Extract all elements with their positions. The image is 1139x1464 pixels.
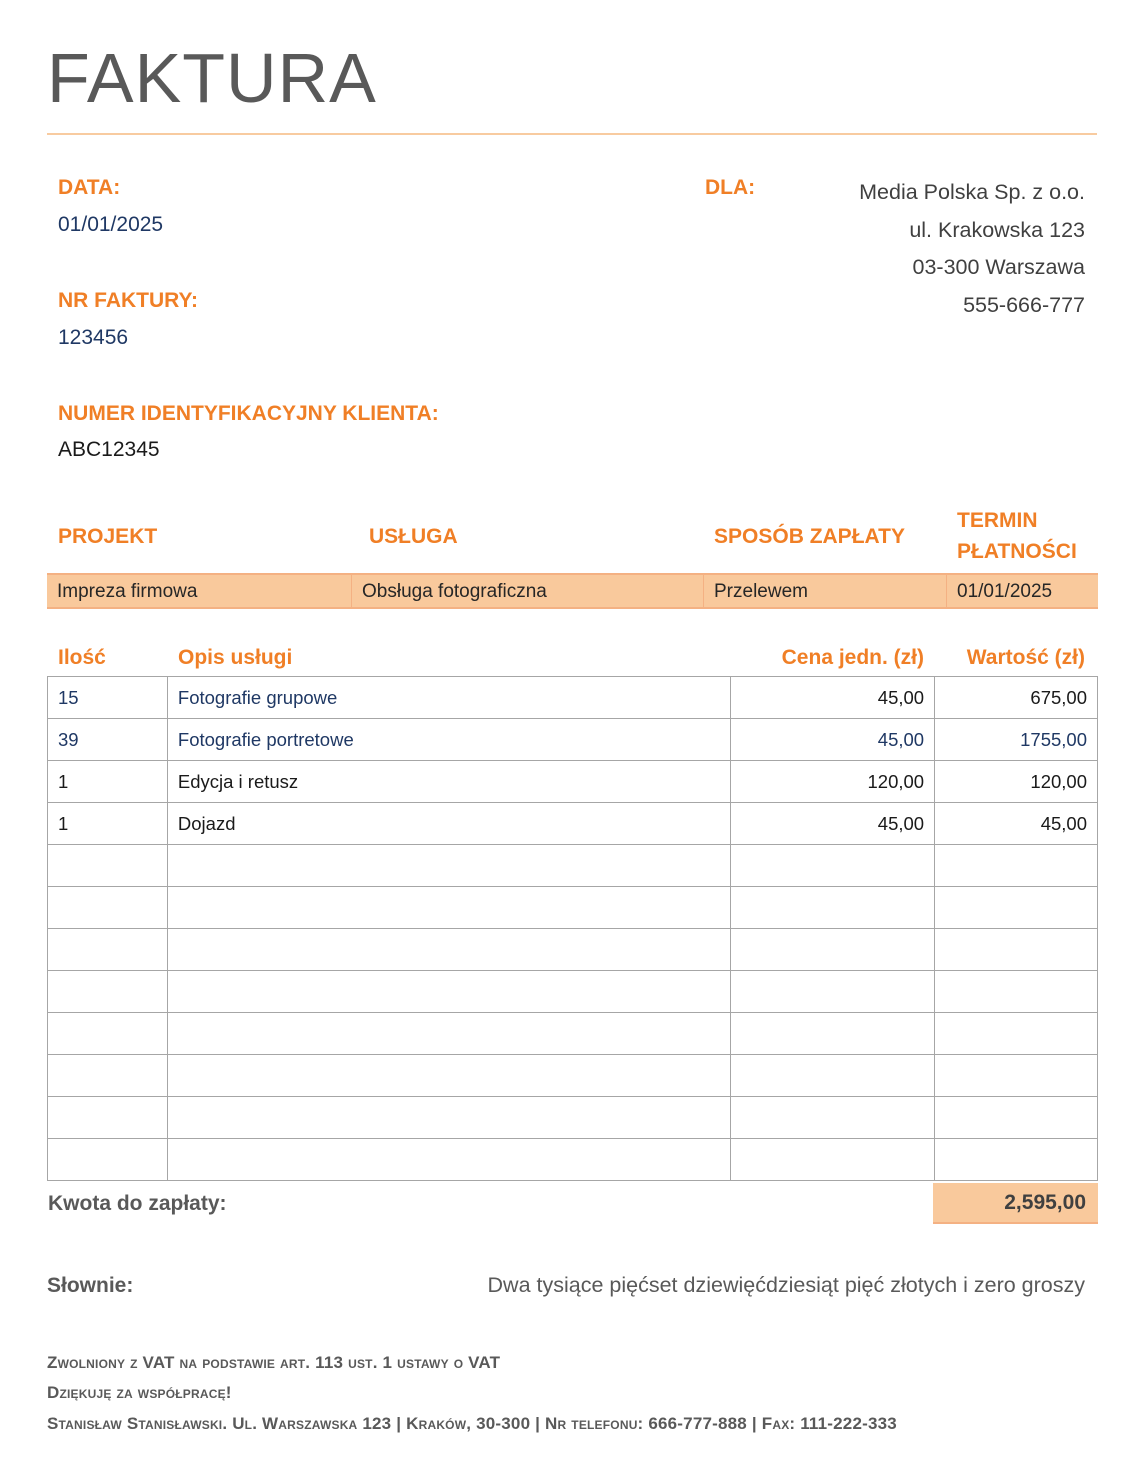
table-row	[48, 761, 1098, 803]
empty-cell	[48, 1013, 168, 1055]
qty-cell: 1	[48, 761, 168, 803]
date-label: DATA:	[58, 176, 121, 199]
value-cell: 1755,00	[935, 719, 1098, 761]
table-row-empty	[48, 1055, 1098, 1097]
empty-cell	[935, 1139, 1098, 1181]
total-amount: 2,595,00	[933, 1183, 1098, 1224]
empty-cell	[935, 845, 1098, 887]
unit-price-cell: 45,00	[731, 677, 935, 719]
vat-exemption-note: Zwolniony z VAT na podstawie art. 113 ust. 1 ustawy o VAT	[47, 1353, 501, 1372]
table-row-empty	[48, 1013, 1098, 1055]
empty-cell	[935, 1055, 1098, 1097]
empty-cell	[731, 1013, 935, 1055]
empty-cell	[48, 1097, 168, 1139]
client-city: 03-300 Warszawa	[912, 255, 1085, 279]
empty-cell	[935, 1097, 1098, 1139]
service-header: USŁUGA	[369, 525, 458, 548]
project-table-header	[47, 508, 1097, 572]
value-cell: 675,00	[935, 677, 1098, 719]
description-cell: Dojazd	[167, 803, 730, 845]
items-table-header	[47, 641, 1097, 675]
amount-in-words-value: Dwa tysiące pięćset dziewięćdziesiąt pięć złotych i zero groszy	[487, 1273, 1085, 1297]
amount-in-words-label: Słownie:	[47, 1274, 134, 1297]
table-row-empty	[48, 845, 1098, 887]
description-header: Opis usługi	[178, 646, 293, 669]
table-row-empty	[48, 1139, 1098, 1181]
unit-price-header: Cena jedn. (zł)	[781, 646, 924, 669]
empty-cell	[48, 971, 168, 1013]
title-divider	[47, 133, 1097, 135]
empty-cell	[731, 1139, 935, 1181]
client-street: ul. Krakowska 123	[909, 217, 1085, 242]
seller-contact-line: Stanisław Stanisławski. Ul. Warszawska 123 | Kraków, 30-300 | Nr telefonu: 666-777-888 | Fax: 111-222-333	[47, 1414, 897, 1433]
empty-cell	[731, 845, 935, 887]
empty-cell	[167, 887, 730, 929]
table-row-empty	[48, 971, 1098, 1013]
empty-cell	[935, 971, 1098, 1013]
unit-price-cell: 120,00	[731, 761, 935, 803]
due-date-cell: 01/01/2025	[946, 575, 1098, 607]
value-header: Wartość (zł)	[966, 646, 1085, 669]
empty-cell	[167, 1139, 730, 1181]
due-date-header-line1: TERMIN	[957, 509, 1038, 532]
empty-cell	[48, 887, 168, 929]
invoice-number-value: 123456	[58, 326, 129, 349]
empty-cell	[167, 1055, 730, 1097]
items-table	[47, 676, 1098, 1181]
empty-cell	[48, 1055, 168, 1097]
payment-method-cell: Przelewem	[703, 575, 946, 607]
empty-cell	[731, 1097, 935, 1139]
service-cell: Obsługa fotograficzna	[351, 575, 703, 607]
value-cell: 120,00	[935, 761, 1098, 803]
payment-method-header: SPOSÓB ZAPŁATY	[714, 525, 905, 548]
client-address-block	[859, 174, 1085, 324]
description-cell: Fotografie portretowe	[167, 719, 730, 761]
table-row-empty	[48, 887, 1098, 929]
empty-cell	[48, 929, 168, 971]
due-date-header	[957, 505, 1077, 567]
empty-cell	[731, 1055, 935, 1097]
thank-you-note: Dziękuję za współpracę!	[47, 1383, 232, 1402]
invoice-number-label: NR FAKTURY:	[58, 289, 198, 312]
description-cell: Edycja i retusz	[167, 761, 730, 803]
table-row-empty	[48, 929, 1098, 971]
table-row	[48, 803, 1098, 845]
client-id-label: NUMER IDENTYFIKACYJNY KLIENTA:	[58, 402, 439, 425]
empty-cell	[731, 887, 935, 929]
project-header: PROJEKT	[58, 525, 158, 548]
empty-cell	[167, 1013, 730, 1055]
table-row	[48, 677, 1098, 719]
qty-header: Ilość	[58, 646, 106, 669]
table-row	[48, 719, 1098, 761]
qty-cell: 1	[48, 803, 168, 845]
client-phone: 555-666-777	[963, 292, 1085, 317]
qty-cell: 15	[48, 677, 168, 719]
qty-cell: 39	[48, 719, 168, 761]
invoice-title: FAKTURA	[47, 39, 377, 117]
empty-cell	[731, 971, 935, 1013]
project-cell: Impreza firmowa	[57, 581, 198, 602]
empty-cell	[935, 929, 1098, 971]
empty-cell	[935, 887, 1098, 929]
empty-cell	[167, 971, 730, 1013]
empty-cell	[48, 1139, 168, 1181]
unit-price-cell: 45,00	[731, 803, 935, 845]
empty-cell	[167, 1097, 730, 1139]
table-row-empty	[48, 1097, 1098, 1139]
empty-cell	[167, 845, 730, 887]
description-cell: Fotografie grupowe	[167, 677, 730, 719]
empty-cell	[48, 845, 168, 887]
project-row	[47, 573, 1098, 609]
client-name: Media Polska Sp. z o.o.	[859, 180, 1085, 204]
empty-cell	[731, 929, 935, 971]
unit-price-cell: 45,00	[731, 719, 935, 761]
total-label: Kwota do zapłaty:	[48, 1192, 227, 1215]
due-date-header-line2: PŁATNOŚCI	[957, 540, 1077, 563]
client-id-value: ABC12345	[58, 438, 160, 461]
empty-cell	[935, 1013, 1098, 1055]
empty-cell	[167, 929, 730, 971]
value-cell: 45,00	[935, 803, 1098, 845]
client-label: DLA:	[705, 176, 756, 199]
date-value: 01/01/2025	[58, 213, 164, 236]
